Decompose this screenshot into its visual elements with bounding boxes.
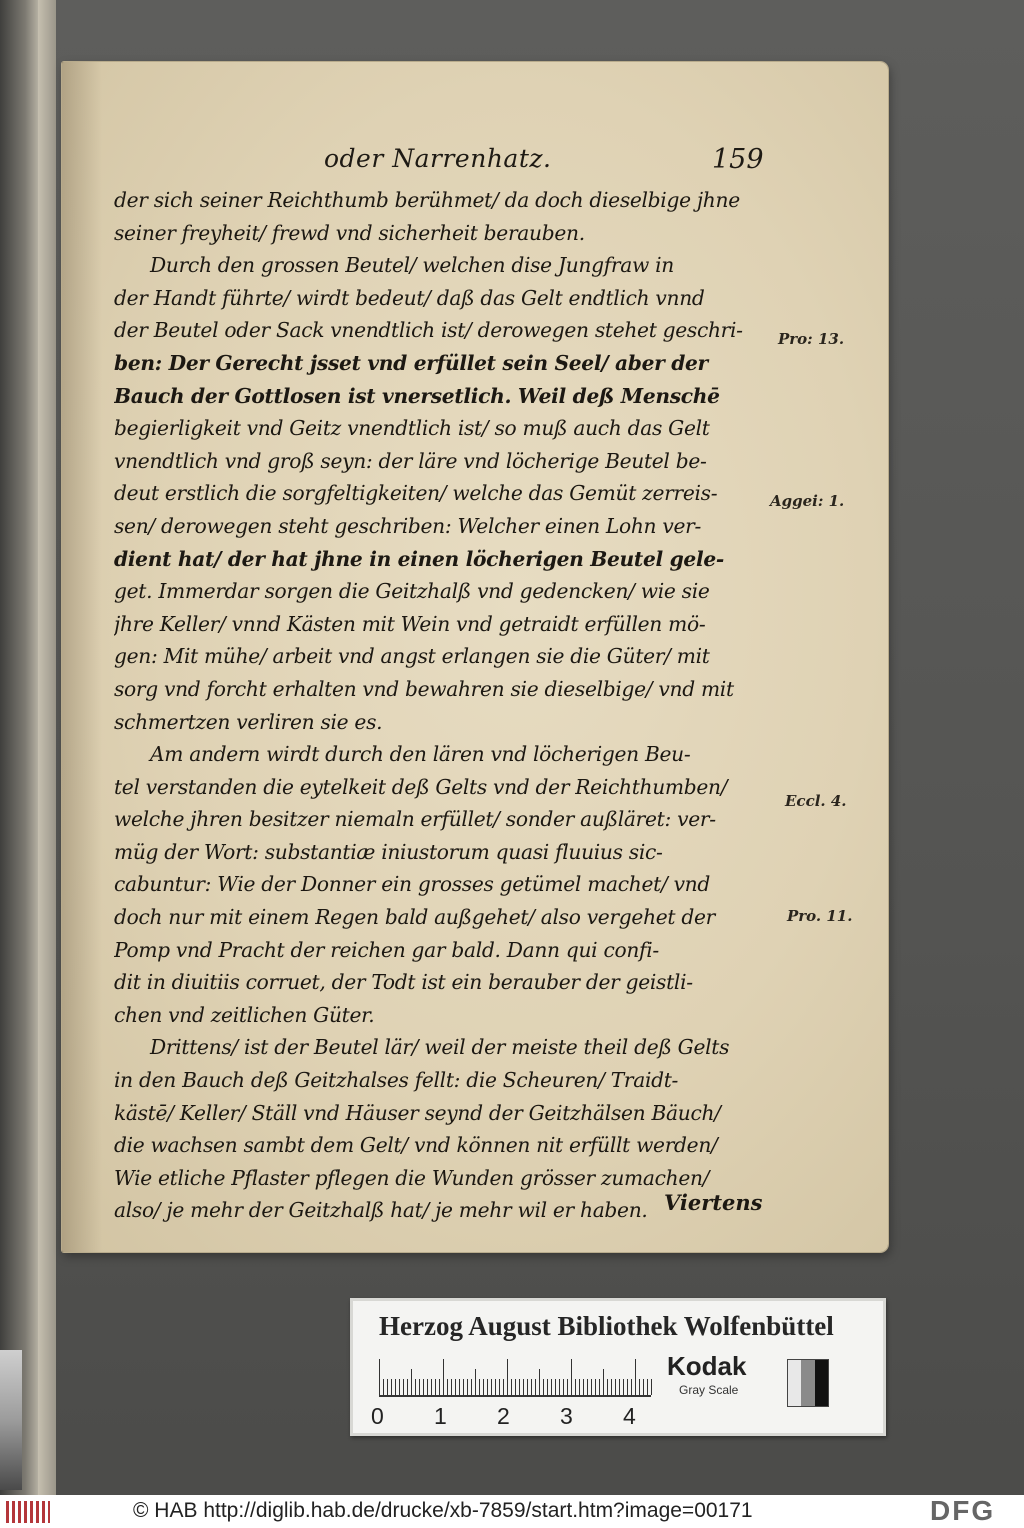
text-line: der sich seiner Reichthumb berühmet/ da doch dieselbige jhne xyxy=(114,188,740,212)
text-line: Drittens/ ist der Beutel lär/ weil der meiste theil deß Gelts xyxy=(150,1035,730,1060)
ruler-tick xyxy=(587,1379,588,1395)
ruler-tick xyxy=(535,1379,536,1395)
ruler-tick xyxy=(447,1379,448,1395)
text-line: doch nur mit einem Regen bald außgehet/ also vergehet der xyxy=(114,905,715,930)
ruler-tick xyxy=(407,1379,408,1395)
ruler-tick xyxy=(471,1379,472,1395)
ruler-tick xyxy=(623,1379,624,1395)
ruler-tick xyxy=(427,1379,428,1395)
text-line: in den Bauch deß Geitzhalses fellt: die Scheuren/ Traidt- xyxy=(114,1068,679,1093)
running-title: oder Narrenhatz. xyxy=(324,144,552,173)
ruler-number: 3 xyxy=(560,1403,573,1429)
ruler-tick xyxy=(591,1379,592,1395)
ruler-tick xyxy=(483,1379,484,1395)
ruler-tick xyxy=(567,1379,568,1395)
ruler-tick xyxy=(575,1379,576,1395)
gray-scale-label: Gray Scale xyxy=(679,1383,739,1397)
gray-patch xyxy=(801,1360,814,1406)
gray-patch xyxy=(788,1360,801,1406)
ruler-tick xyxy=(423,1379,424,1395)
ruler-tick xyxy=(627,1379,628,1395)
text-line: die wachsen sambt dem Gelt/ vnd können nit erfüllt werden/ xyxy=(114,1133,718,1158)
text-line: tel verstanden die eytelkeit deß Gelts vnd der Reichthumben/ xyxy=(114,774,728,799)
ruler-tick xyxy=(463,1379,464,1395)
text-line: ben: Der Gerecht jsset vnd erfüllet sein Seel/ aber der xyxy=(114,350,708,375)
text-line: der Handt führte/ wirdt bedeut/ daß das Gelt endtlich vnnd xyxy=(114,285,705,310)
text-line: chen vnd zeitlichen Güter. xyxy=(114,1002,375,1027)
marginal-note: Eccl. 4. xyxy=(785,792,847,810)
ruler-tick xyxy=(559,1379,560,1395)
ruler-tick xyxy=(635,1359,636,1395)
ruler-tick xyxy=(431,1379,432,1395)
ruler-tick xyxy=(391,1379,392,1395)
kodak-brand: Kodak xyxy=(667,1351,747,1381)
ruler-tick xyxy=(415,1379,416,1395)
text-line: Am andern wirdt durch den lären vnd löcherigen Beu- xyxy=(150,742,691,767)
ruler-tick xyxy=(547,1379,548,1395)
text-line: sen/ derowegen steht geschriben: Welcher einen Lohn ver- xyxy=(114,513,702,538)
ruler-tick xyxy=(639,1379,640,1395)
book-page xyxy=(62,62,888,1252)
color-calibration-strip xyxy=(0,1350,22,1490)
ruler-tick xyxy=(511,1379,512,1395)
dfg-logo: DFG xyxy=(930,1495,996,1526)
library-label-card xyxy=(350,1298,886,1436)
text-line: begierligkeit vnd Geitz vnendtlich ist/ so muß auch das Gelt xyxy=(114,416,710,441)
marginal-note: Aggei: 1. xyxy=(770,492,845,510)
adjacent-page-edge xyxy=(0,0,56,1495)
ruler-tick xyxy=(387,1379,388,1395)
ruler-numbers xyxy=(371,1403,671,1429)
marginal-note: Pro. 11. xyxy=(787,907,853,925)
ruler-tick xyxy=(619,1379,620,1395)
ruler-tick xyxy=(383,1379,384,1395)
catchword: Viertens xyxy=(664,1190,763,1215)
ruler-tick xyxy=(459,1379,460,1395)
ruler-tick xyxy=(615,1379,616,1395)
gray-patch xyxy=(815,1360,828,1406)
ruler-tick xyxy=(607,1379,608,1395)
ruler-tick xyxy=(515,1379,516,1395)
ruler-tick xyxy=(475,1369,476,1395)
text-line: get. Immerdar sorgen die Geitzhalß vnd gedencken/ wie sie xyxy=(114,579,710,604)
text-line: gen: Mit mühe/ arbeit vnd angst erlangen sie die Güter/ mit xyxy=(114,644,710,669)
hab-logo-icon xyxy=(6,1501,50,1523)
book-binding xyxy=(38,0,56,1495)
text-line: kästē/ Keller/ Ställ vnd Häuser seynd der Geitzhälsen Bäuch/ xyxy=(114,1100,721,1125)
ruler-tick xyxy=(455,1379,456,1395)
ruler-baseline xyxy=(379,1395,651,1397)
ruler-tick xyxy=(467,1379,468,1395)
ruler-tick xyxy=(651,1379,652,1395)
viewer-footer xyxy=(0,1495,1024,1528)
marginal-note: Pro: 13. xyxy=(778,330,845,348)
ruler-tick xyxy=(603,1369,604,1395)
ruler-tick xyxy=(439,1379,440,1395)
ruler-number: 4 xyxy=(623,1403,636,1429)
text-line: dient hat/ der hat jhne in einen löcherigen Beutel gele- xyxy=(114,546,724,571)
ruler-tick xyxy=(571,1359,572,1395)
source-url[interactable]: © HAB http://diglib.hab.de/drucke/xb-7859/start.htm?image=00171 xyxy=(133,1499,753,1522)
ruler-tick xyxy=(643,1379,644,1395)
ruler-number: 0 xyxy=(371,1403,384,1429)
ruler-tick xyxy=(583,1379,584,1395)
text-line: Bauch der Gottlosen ist vnersetlich. Weil deß Menschē xyxy=(114,383,720,408)
ruler-number: 1 xyxy=(434,1403,447,1429)
text-line: sorg vnd forcht erhalten vnd bewahren sie dieselbige/ vnd mit xyxy=(114,676,734,701)
library-name: Herzog August Bibliothek Wolfenbüttel xyxy=(379,1311,834,1341)
gray-scale-patches xyxy=(787,1359,829,1407)
ruler-tick xyxy=(499,1379,500,1395)
text-line: vnendtlich vnd groß seyn: der läre vnd löcherige Beutel be- xyxy=(114,448,707,473)
ruler-tick xyxy=(531,1379,532,1395)
text-line: Pomp vnd Pracht der reichen gar bald. Dann qui confi- xyxy=(114,937,659,962)
ruler-tick xyxy=(579,1379,580,1395)
ruler-tick xyxy=(495,1379,496,1395)
ruler-tick xyxy=(595,1379,596,1395)
ruler-tick xyxy=(539,1369,540,1395)
ruler-tick xyxy=(491,1379,492,1395)
text-line: dit in diuitiis corruet, der Todt ist ein berauber der geistli- xyxy=(114,970,693,995)
ruler-tick xyxy=(379,1359,380,1395)
ruler-number: 2 xyxy=(497,1403,510,1429)
ruler-tick xyxy=(395,1379,396,1395)
ruler-tick xyxy=(527,1379,528,1395)
text-line: cabuntur: Wie der Donner ein grosses getümel machet/ vnd xyxy=(114,872,710,897)
text-line: schmertzen verliren sie es. xyxy=(114,709,383,734)
ruler-tick xyxy=(551,1379,552,1395)
ruler-tick xyxy=(503,1379,504,1395)
text-line: müg der Wort: substantiæ iniustorum quasi fluuius sic- xyxy=(114,839,663,864)
text-line: jhre Keller/ vnnd Kästen mit Wein vnd getraidt erfüllen mö- xyxy=(114,611,706,636)
ruler-tick xyxy=(507,1359,508,1395)
ruler-tick xyxy=(419,1379,420,1395)
ruler-tick xyxy=(543,1379,544,1395)
ruler-tick xyxy=(451,1379,452,1395)
ruler-tick xyxy=(555,1379,556,1395)
body-text xyxy=(114,184,774,1227)
ruler-tick xyxy=(479,1379,480,1395)
ruler-tick xyxy=(399,1379,400,1395)
ruler-tick xyxy=(647,1379,648,1395)
ruler-tick xyxy=(563,1379,564,1395)
text-line: der Beutel oder Sack vnendtlich ist/ derowegen stehet geschri- xyxy=(114,318,743,343)
page-number: 159 xyxy=(712,144,764,175)
scale-ruler xyxy=(379,1359,659,1403)
text-line: Durch den grossen Beutel/ welchen dise Jungfraw in xyxy=(150,253,674,278)
text-line: also/ je mehr der Geitzhalß hat/ je mehr wil er haben. xyxy=(114,1198,648,1223)
ruler-tick xyxy=(523,1379,524,1395)
text-line: Wie etliche Pflaster pflegen die Wunden grösser zumachen/ xyxy=(114,1165,710,1190)
ruler-tick xyxy=(435,1379,436,1395)
text-line: deut erstlich die sorgfeltigkeiten/ welche das Gemüt zerreis- xyxy=(114,481,718,506)
ruler-tick xyxy=(411,1369,412,1395)
ruler-tick xyxy=(403,1379,404,1395)
ruler-tick xyxy=(599,1379,600,1395)
ruler-tick xyxy=(611,1379,612,1395)
text-line: welche jhren besitzer niemaln erfüllet/ sonder außläret: ver- xyxy=(114,807,716,832)
ruler-tick xyxy=(631,1379,632,1395)
ruler-tick xyxy=(519,1379,520,1395)
text-line: seiner freyheit/ frewd vnd sicherheit berauben. xyxy=(114,220,585,245)
ruler-tick xyxy=(487,1379,488,1395)
ruler-tick xyxy=(443,1359,444,1395)
running-head xyxy=(62,144,888,174)
